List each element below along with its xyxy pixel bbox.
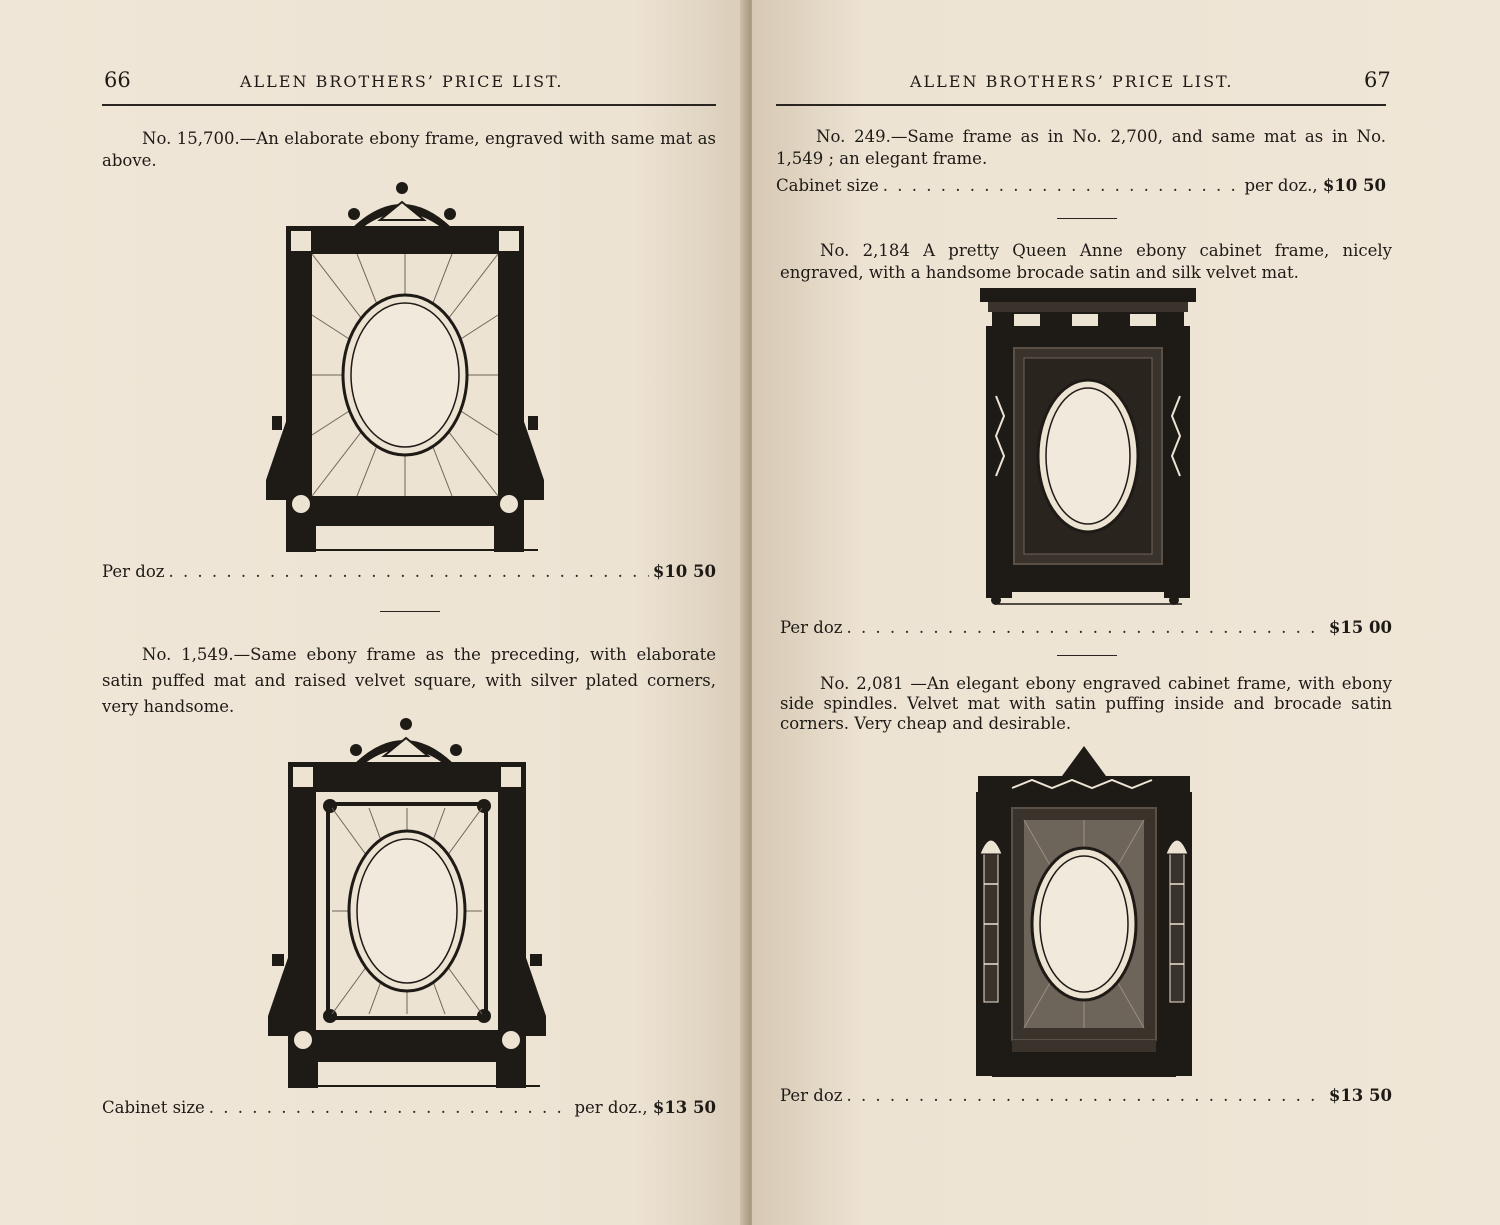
price-label: Cabinet size [102, 1098, 205, 1117]
price-value: $13 50 [1328, 1086, 1392, 1105]
item-description: No. 2,184 A pretty Queen Anne ebony cabinet frame, nicely engraved, with a handsome brocade satin and silk velvet mat. [780, 241, 1392, 282]
right-page [752, 0, 1500, 1225]
price-value: $10 50 [1322, 176, 1386, 195]
price-line [776, 176, 1386, 195]
running-head: ALLEN BROTHERS’ PRICE LIST. [910, 72, 1234, 91]
item-description: No. 15,700.—An elaborate ebony frame, engraved with same mat as above. [102, 129, 716, 170]
price-line [102, 1098, 716, 1117]
header-rule [102, 104, 716, 106]
section-divider [1057, 218, 1117, 219]
dot-leader [209, 1098, 571, 1117]
section-divider [1057, 655, 1117, 656]
header-rule [776, 104, 1386, 106]
dot-leader [883, 176, 1241, 195]
frame-illustration [262, 180, 548, 556]
dot-leader [846, 618, 1324, 637]
left-page [0, 0, 748, 1225]
price-label: Cabinet size [776, 176, 879, 195]
price-line [780, 618, 1392, 637]
dot-leader [168, 562, 648, 581]
price-label: Per doz [780, 1086, 843, 1105]
price-unit: per doz., [574, 1098, 648, 1117]
price-value: $13 50 [652, 1098, 716, 1117]
price-unit: per doz., [1244, 176, 1318, 195]
page-number: 67 [1364, 68, 1391, 92]
running-head: ALLEN BROTHERS’ PRICE LIST. [240, 72, 564, 91]
dot-leader [846, 1086, 1324, 1105]
section-divider [380, 611, 440, 612]
price-label: Per doz [780, 618, 843, 637]
frame-illustration [264, 716, 550, 1092]
price-label: Per doz [102, 562, 165, 581]
price-line [102, 562, 716, 581]
item-description: No. 1,549.—Same ebony frame as the preceding, with elaborate satin puffed mat and raised velvet square, with silver plated corners, very handsome. [102, 645, 716, 716]
price-value: $15 00 [1328, 618, 1392, 637]
price-line [780, 1086, 1392, 1105]
item-description: No. 249.—Same frame as in No. 2,700, and same mat as in No. 1,549 ; an elegant frame. [776, 127, 1386, 168]
item-description: No. 2,081 —An elegant ebony engraved cabinet frame, with ebony side spindles. Velvet mat with satin puffing inside and brocade satin corners. Very cheap and desirable. [780, 674, 1392, 733]
frame-illustration [972, 744, 1196, 1080]
frame-illustration [978, 286, 1198, 608]
page-number: 66 [104, 68, 131, 92]
price-value: $10 50 [652, 562, 716, 581]
